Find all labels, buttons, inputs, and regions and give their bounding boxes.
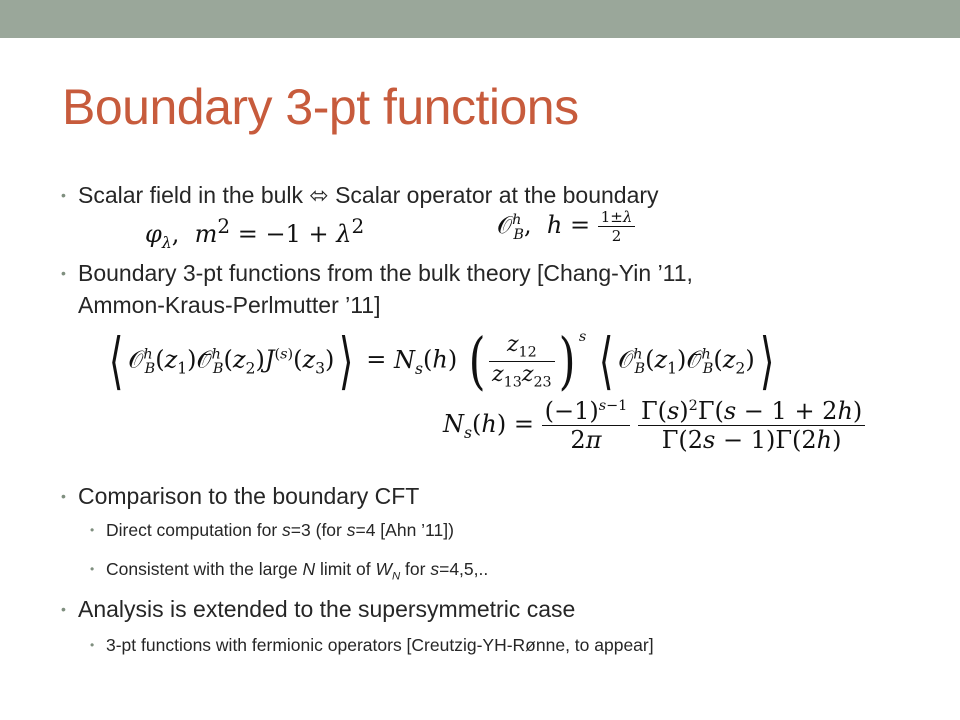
bullet-boundary-3pt-cont	[78, 290, 381, 320]
slide-title: Boundary 3-pt functions	[62, 79, 579, 135]
top-accent-bar	[0, 0, 960, 38]
equation-normalization: $N_s(h)$ = $\frac{(-1)^{s-1}}{2\pi}$ $\frac{\Gamma(s)^2\Gamma(s - 1 + 2h)}{\Gamma(2s - 1)\Gamma(2h)}$	[443, 397, 865, 454]
bullet-text: Analysis is extended to the supersymmetric case	[78, 596, 576, 622]
sub-bullet-dot: •	[90, 523, 95, 537]
sub-bullet-dot: •	[90, 562, 95, 576]
bullet-comparison	[61, 481, 420, 511]
bullet-text: Comparison to the boundary CFT	[78, 483, 420, 509]
equation-boundary-operator: 𝒪$^h_B$, h = $\frac{1\pm\lambda}{2}$	[497, 208, 635, 245]
bullet-dot: •	[61, 601, 66, 617]
bullet-text: Scalar field in the bulk ⬄ Scalar operator at the boundary	[78, 182, 659, 208]
bullet-dot: •	[61, 265, 66, 281]
equation-three-point: ⟨ $𝒪^h_B(z_1)𝒪̄^h_B(z_2)J^{(s)}(z_3)⟩ = N_s(h)$ ( $\frac{z_{12}}{z_{13}z_{23}}$ ) $^s$ ⟨ $𝒪^h_B(z_1)𝒪̄^h_B(z_2)⟩$	[108, 324, 775, 397]
sub-bullet-large-n: • Consistent with the large N limit of $W_N$ for s=4,5,..	[90, 559, 489, 583]
bullet-supersymmetric	[61, 594, 576, 624]
sub-bullet-fermionic: • 3-pt functions with fermionic operators [Creutzig-YH-Rønne, to appear]	[90, 635, 654, 655]
bullet-scalar-field	[61, 180, 659, 210]
bullet-dot: •	[61, 187, 66, 203]
bullet-text: Boundary 3-pt functions from the bulk theory [Chang-Yin ’11,	[78, 260, 693, 286]
bullet-text: Ammon-Kraus-Perlmutter ’11]	[78, 292, 381, 318]
sub-bullet-dot: •	[90, 638, 95, 652]
sub-bullet-direct-computation: • Direct computation for s=3 (for s=4 [Ahn ’11])	[90, 520, 454, 540]
bullet-dot: •	[61, 488, 66, 504]
bullet-boundary-3pt	[61, 258, 693, 288]
equation-bulk-field: $\varphi_\lambda$, $m^2 = -1 + \lambda^2$	[145, 214, 365, 252]
